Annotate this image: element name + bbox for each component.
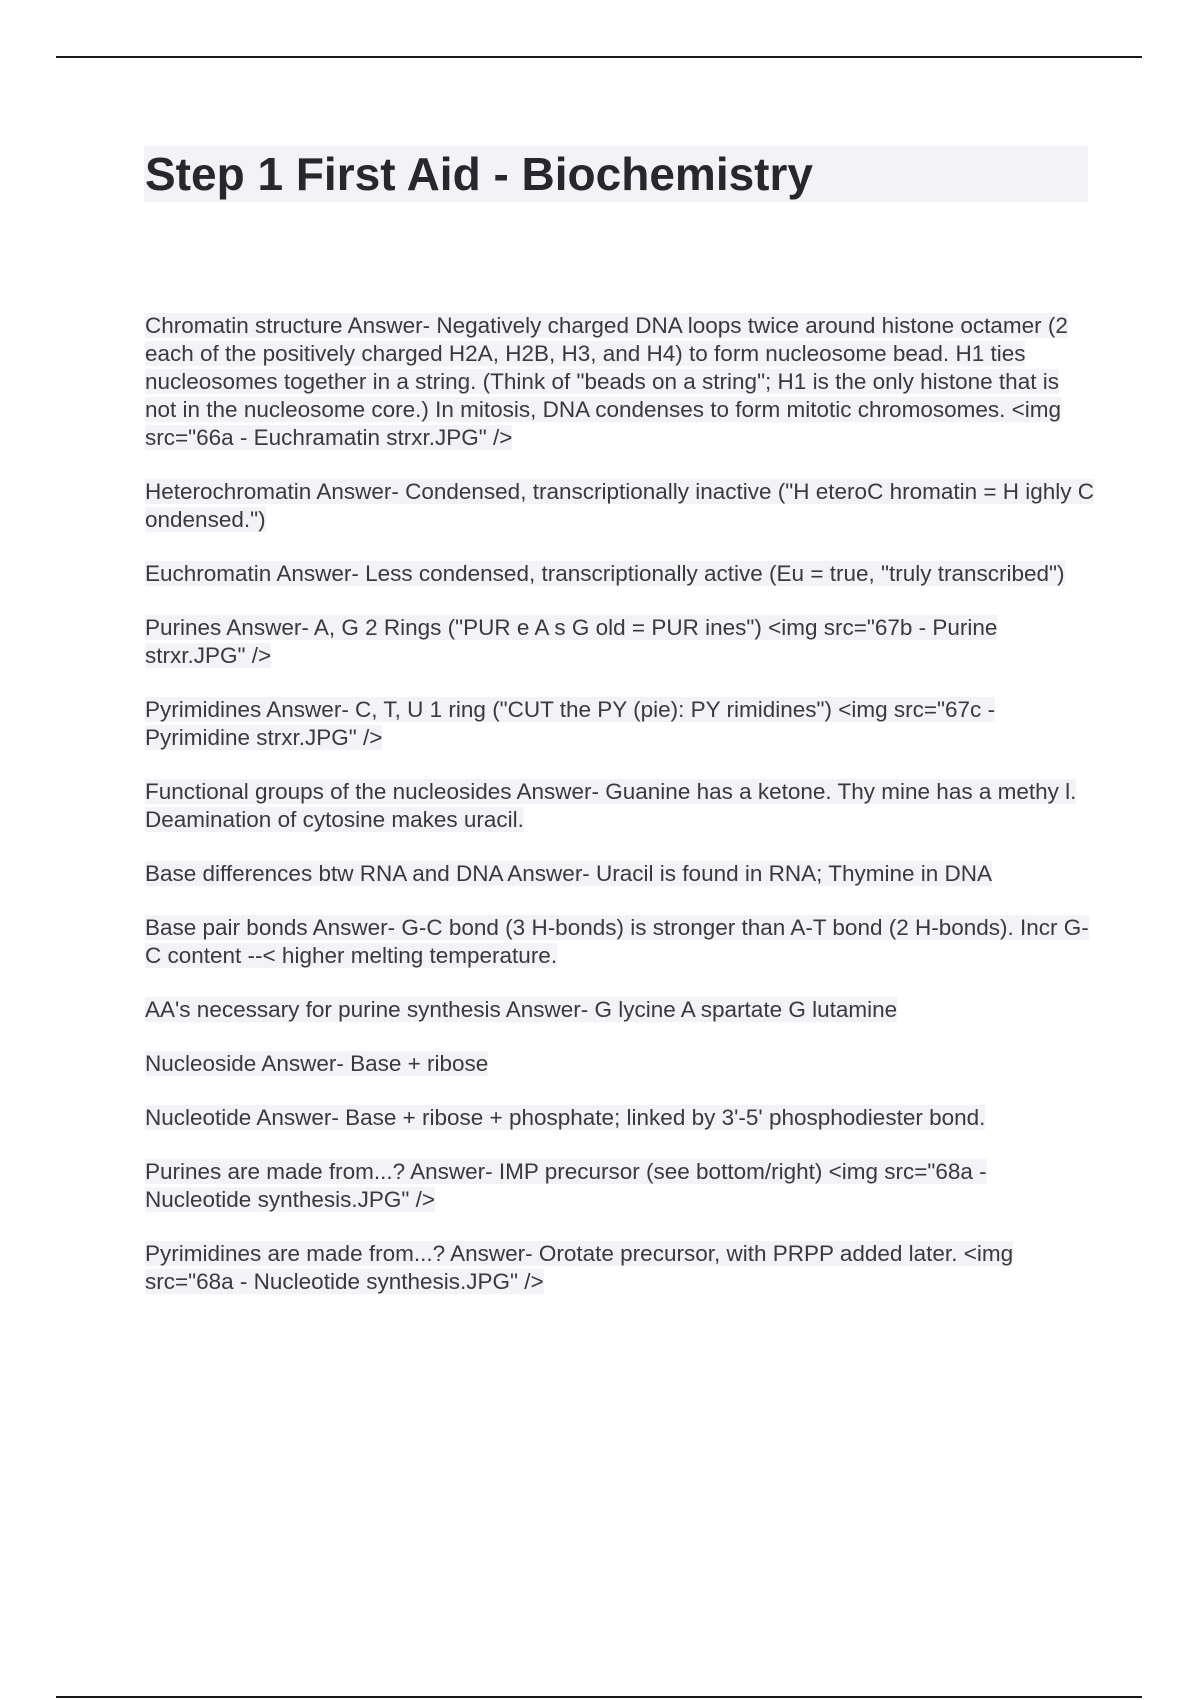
qa-item	[145, 1050, 1095, 1078]
page-title: Step 1 First Aid - Biochemistry	[145, 148, 813, 200]
qa-item	[145, 860, 1095, 888]
qa-item	[145, 1240, 1095, 1296]
qa-list	[145, 312, 1095, 1322]
qa-item	[145, 478, 1095, 534]
top-rule	[56, 56, 1142, 58]
qa-item-text: Euchromatin Answer- Less condensed, transcriptionally active (Eu = true, "truly transcribed")	[145, 561, 1065, 586]
qa-item-text: Purines are made from...? Answer- IMP precursor (see bottom/right) <img src="68a - Nucleotide synthesis.JPG" />	[145, 1159, 987, 1212]
qa-item-text: AA's necessary for purine synthesis Answer- G lycine A spartate G lutamine	[145, 997, 898, 1022]
qa-item	[145, 914, 1095, 970]
qa-item-text: Purines Answer- A, G 2 Rings ("PUR e A s G old = PUR ines") <img src="67b - Purine strxr.JPG" />	[145, 615, 998, 668]
qa-item	[145, 1158, 1095, 1214]
qa-item-text: Chromatin structure Answer- Negatively charged DNA loops twice around histone octamer (2 each of the positively charged H2A, H2B, H3, and H4) to form nucleosome bead. H1 ties nucleosomes together in a string. (Think of "beads on a string"; H1 is the only histone that is not in the nucleosome core.) In mitosis, DNA condenses to form mitotic chromosomes. <img src="66a - Euchramatin strxr.JPG" />	[145, 313, 1068, 450]
qa-item	[145, 1104, 1095, 1132]
bottom-rule	[56, 1696, 1142, 1698]
qa-item	[145, 778, 1095, 834]
qa-item	[145, 312, 1095, 452]
qa-item-text: Functional groups of the nucleosides Answer- Guanine has a ketone. Thy mine has a methy l. Deamination of cytosine makes uracil.	[145, 779, 1077, 832]
qa-item-text: Base differences btw RNA and DNA Answer- Uracil is found in RNA; Thymine in DNA	[145, 861, 993, 886]
qa-item-text: Nucleotide Answer- Base + ribose + phosphate; linked by 3'-5' phosphodiester bond.	[145, 1105, 986, 1130]
qa-item-text: Heterochromatin Answer- Condensed, transcriptionally inactive ("H eteroC hromatin = H ighly C ondensed.")	[145, 479, 1095, 532]
qa-item	[145, 696, 1095, 752]
qa-item	[145, 996, 1095, 1024]
qa-item-text: Base pair bonds Answer- G-C bond (3 H-bonds) is stronger than A-T bond (2 H-bonds). Incr G-C content --< higher melting temperature.	[145, 915, 1089, 968]
qa-item	[145, 560, 1095, 588]
qa-item-text: Pyrimidines are made from...? Answer- Orotate precursor, with PRPP added later. <img src="68a - Nucleotide synthesis.JPG" />	[145, 1241, 1014, 1294]
qa-item-text: Nucleoside Answer- Base + ribose	[145, 1051, 489, 1076]
qa-item-text: Pyrimidines Answer- C, T, U 1 ring ("CUT the PY (pie): PY rimidines") <img src="67c - Pyrimidine strxr.JPG" />	[145, 697, 996, 750]
qa-item	[145, 614, 1095, 670]
